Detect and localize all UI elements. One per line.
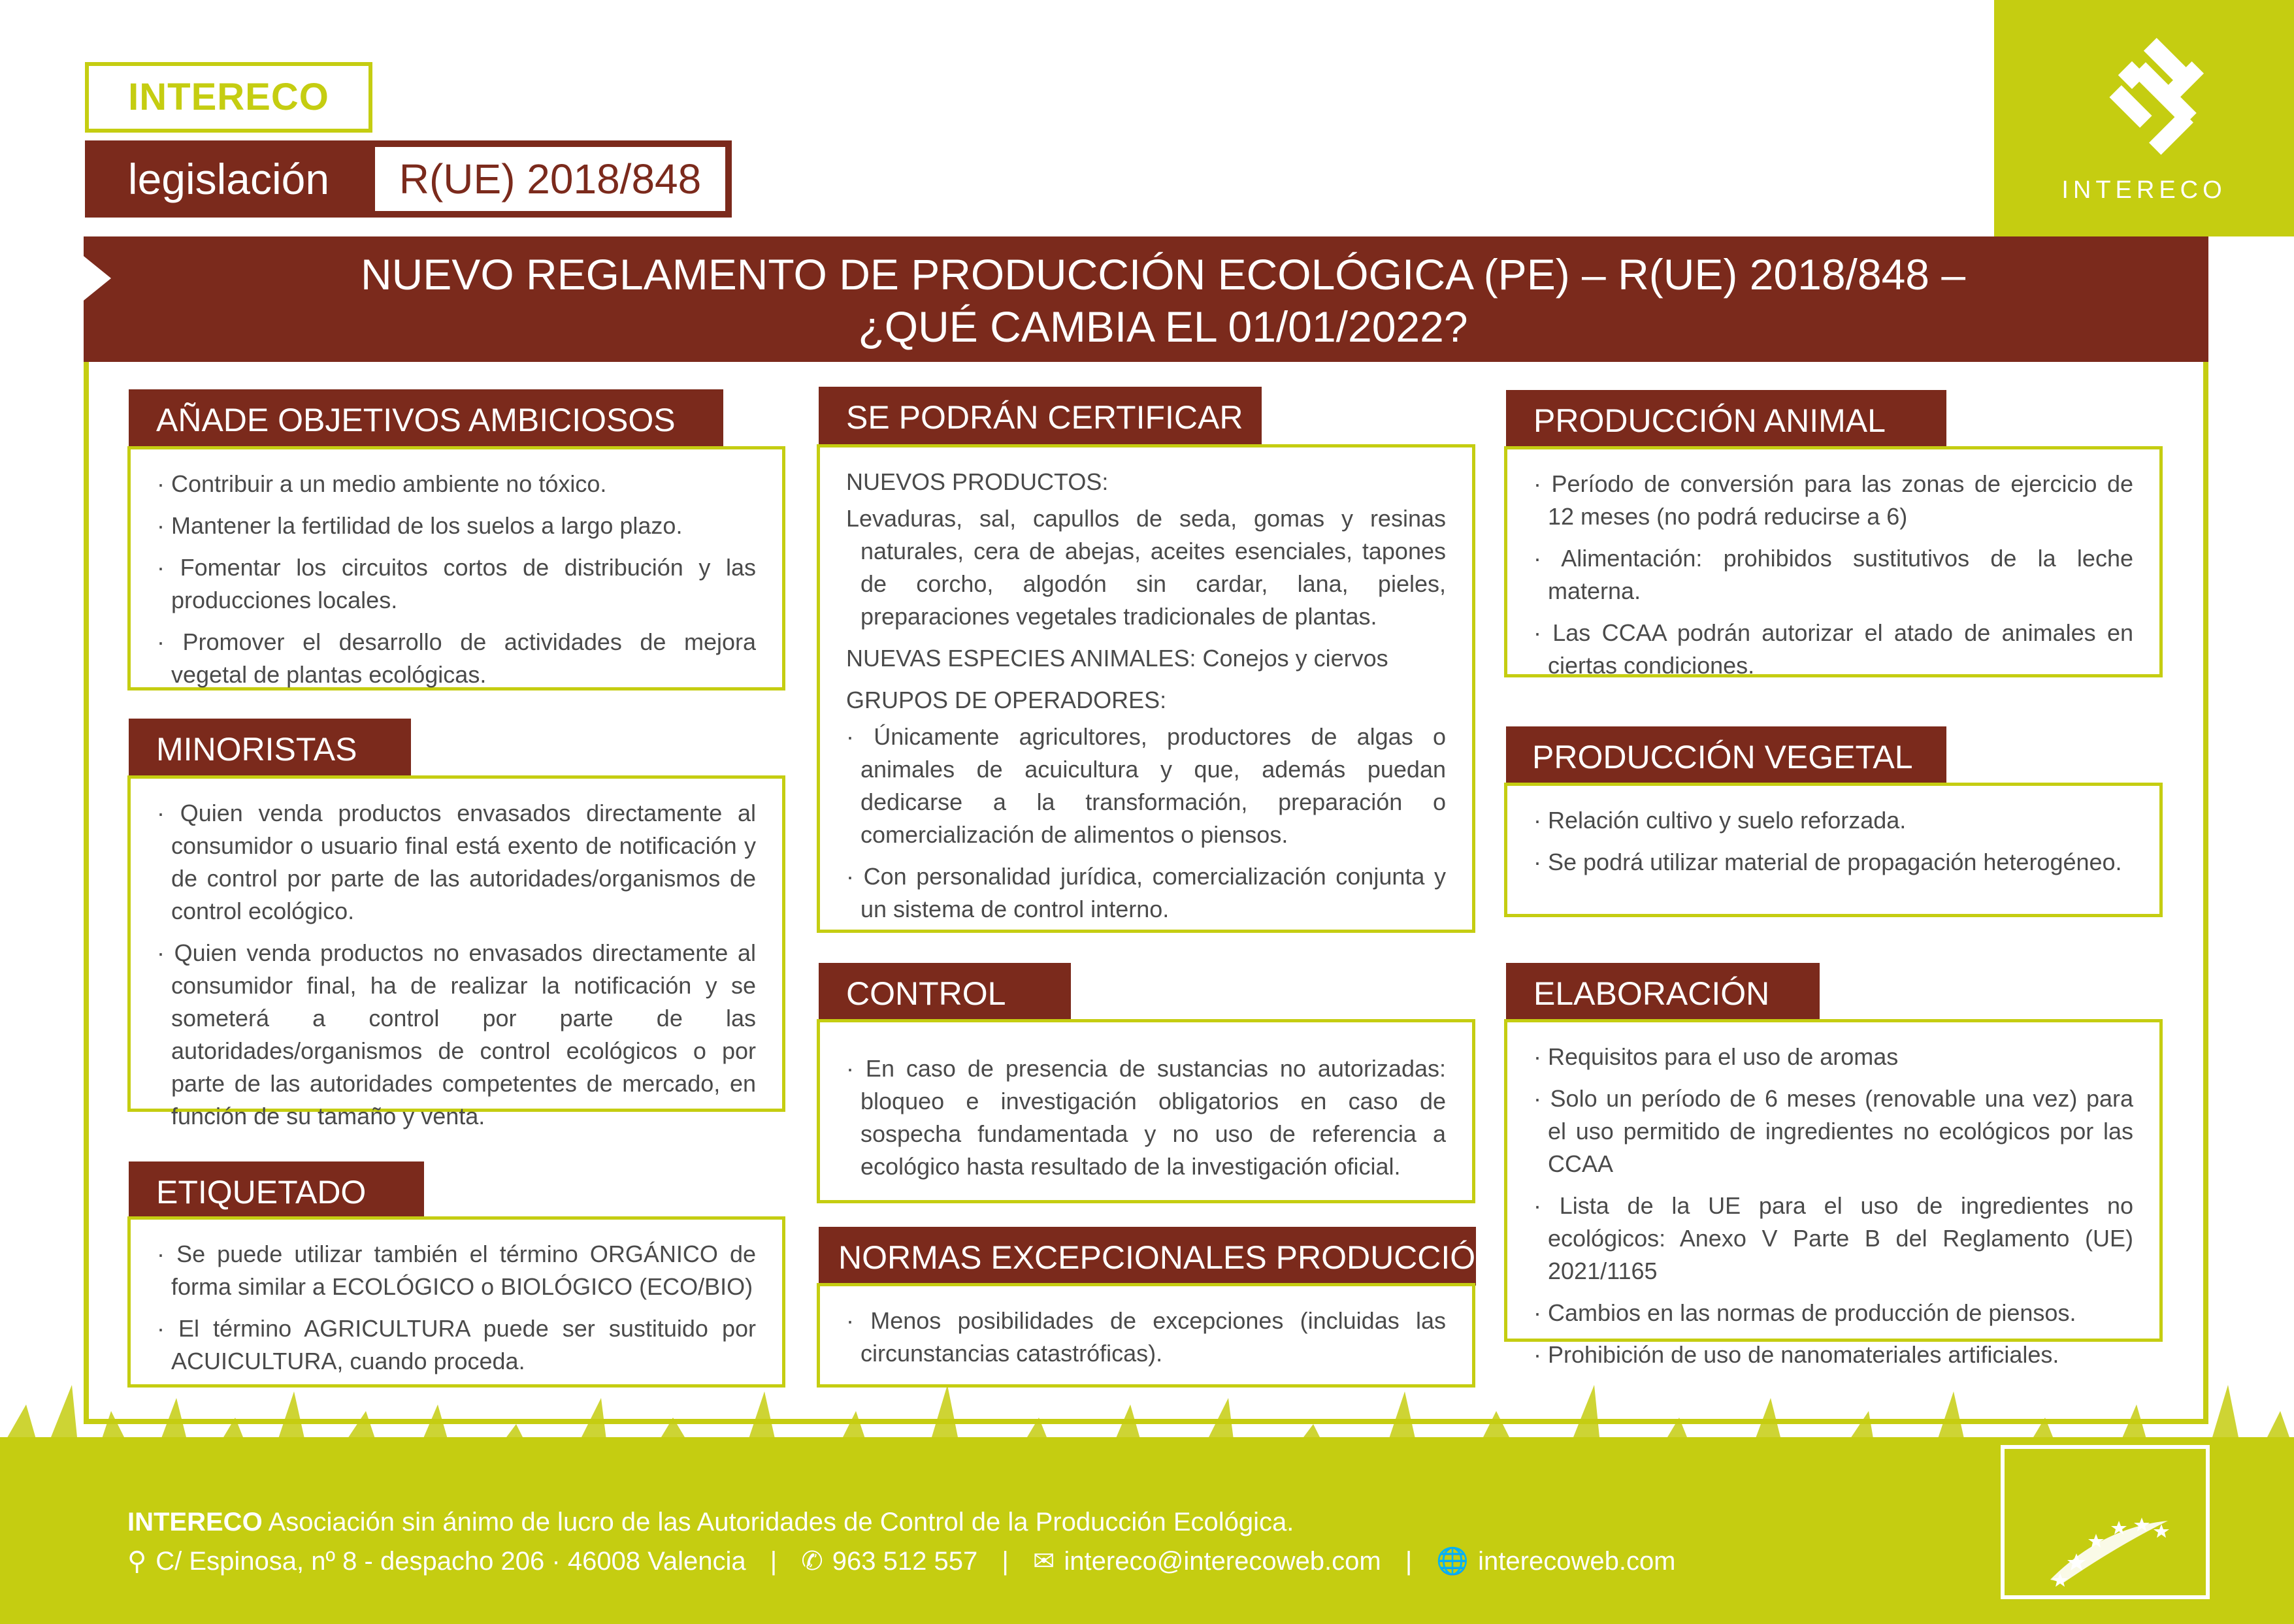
section-title-elaboracion: ELABORACIÓN — [1506, 963, 1820, 1022]
list-item: · Contribuir a un medio ambiente no tóxico. — [157, 470, 607, 497]
list-item: · Menos posibilidades de excepciones (incluidas las circunstancias catastróficas). — [846, 1307, 1446, 1367]
list-item: · Se puede utilizar también el término ORGÁNICO de forma similar a ECOLÓGICO o BIOLÓGICO (ECO/BIO) — [157, 1241, 756, 1300]
globe-icon: 🌐 — [1436, 1547, 1469, 1576]
list-item: · Cambios en las normas de producción de piensos. — [1533, 1299, 2076, 1326]
footer-org-name: INTERECO — [127, 1508, 263, 1536]
title-notch — [84, 256, 111, 300]
logo-wordmark: INTERECO — [2061, 176, 2227, 204]
list-item: · Lista de la UE para el uso de ingredientes no ecológicos: Anexo V Parte B del Reglamento (UE) 2021/1165 — [1533, 1192, 2133, 1284]
section-title-control: CONTROL — [819, 963, 1071, 1022]
list-item: · Fomentar los circuitos cortos de distribución y las producciones locales. — [157, 554, 756, 613]
footer-email[interactable]: intereco@interecoweb.com — [1064, 1547, 1381, 1576]
section-vegetal — [1504, 783, 2163, 917]
list-item: · Con personalidad jurídica, comercialización conjunta y un sistema de control interno. — [846, 863, 1446, 922]
list-item: · Alimentación: prohibidos sustitutivos de la leche materna. — [1533, 545, 2133, 604]
section-control — [817, 1019, 1475, 1203]
footer-org-desc: Asociación sin ánimo de lucro de las Autoridades de Control de la Producción Ecológica. — [262, 1508, 1294, 1536]
title-line-2: ¿QUÉ CAMBIA EL 01/01/2022? — [858, 302, 1468, 351]
section-elaboracion — [1504, 1019, 2163, 1368]
grass-decoration — [0, 1346, 2294, 1450]
mail-icon: ✉ — [1032, 1547, 1055, 1576]
legislation-label: legislación — [127, 155, 330, 203]
footer-phone[interactable]: 963 512 557 — [832, 1547, 978, 1576]
list-item: · Requisitos para el uso de aromas — [1533, 1043, 1899, 1070]
section-animal — [1504, 446, 2163, 677]
list-item: · Período de conversión para las zonas de ejercicio de 12 meses (no podrá reducirse a 6) — [1533, 470, 2133, 530]
footer-web[interactable]: interecoweb.com — [1478, 1547, 1676, 1576]
location-icon: ⚲ — [127, 1547, 147, 1576]
section-title-certificar: SE PODRÁN CERTIFICAR — [819, 387, 1262, 446]
section-title-normas: NORMAS EXCEPCIONALES PRODUCCIÓN — [819, 1227, 1476, 1286]
list-item: · Relación cultivo y suelo reforzada. — [1533, 807, 1907, 834]
title-line-1: NUEVO REGLAMENTO DE PRODUCCIÓN ECOLÓGICA (PE) – R(UE) 2018/848 – — [360, 250, 1966, 299]
list-item: · Prohibición de uso de nanomateriales artificiales. — [1533, 1341, 2059, 1368]
separator: | — [1405, 1547, 1413, 1576]
regulation-code: R(UE) 2018/848 — [375, 147, 725, 211]
section-minoristas — [127, 775, 785, 1129]
list-item: · Se podrá utilizar material de propagación heterogéneo. — [1533, 849, 2122, 875]
intereco-logo-icon — [1994, 0, 2294, 170]
list-item: · El término AGRICULTURA puede ser sustituido por ACUICULTURA, cuando proceda. — [157, 1315, 756, 1374]
phone-icon: ✆ — [801, 1547, 823, 1576]
list-item: · Mantener la fertilidad de los suelos a largo plazo. — [157, 512, 683, 539]
section-title-vegetal: PRODUCCIÓN VEGETAL — [1506, 726, 1946, 785]
footer-address: C/ Espinosa, nº 8 - despacho 206 · 46008 Valencia — [156, 1547, 746, 1576]
section-title-objetivos: AÑADE OBJETIVOS AMBICIOSOS — [129, 389, 723, 448]
section-certificar — [817, 444, 1475, 933]
section-title-etiquetado: ETIQUETADO — [129, 1161, 424, 1220]
section-objetivos — [127, 446, 785, 690]
list-item: · Quien venda productos no envasados directamente al consumidor final, ha de realizar la notificación y se someterá a control por parte de las autoridades/organismos de control ecológicos o por parte de las autoridades competentes de mercado, en función de su tamaño y venta. — [157, 939, 756, 1129]
nuevos-productos-text: Levaduras, sal, capullos de seda, gomas y resinas naturales, cera de abejas, aceites esenciales, tapones de corcho, algodón sin cardar, lana, pieles, preparaciones vegetales tradicionales de plantas. — [846, 505, 1446, 630]
section-title-animal: PRODUCCIÓN ANIMAL — [1506, 390, 1946, 449]
list-item: · Únicamente agricultores, productores de algas o animales de acuicultura y que, además puedan dedicarse a la transformación, preparación o comercialización de alimentos o piensos. — [846, 723, 1446, 848]
separator: | — [770, 1547, 778, 1576]
separator: | — [1002, 1547, 1009, 1576]
list-item: · Promover el desarrollo de actividades de mejora vegetal de plantas ecológicas. — [157, 628, 756, 688]
list-item: · En caso de presencia de sustancias no autorizadas: bloqueo e investigación obligatorios en caso de sospecha fundamentada y no uso de referencia a ecológico hasta resultado de la investigación oficial. — [846, 1055, 1446, 1180]
footer-org-line — [127, 1508, 1294, 1537]
eu-organic-logo — [2001, 1445, 2210, 1599]
nuevos-productos-label: NUEVOS PRODUCTOS: — [846, 468, 1109, 495]
list-item: · Solo un período de 6 meses (renovable una vez) para el uso permitido de ingredientes no ecológicos por las CCAA — [1533, 1085, 2133, 1177]
page-title — [196, 248, 2130, 353]
footer-contact-line — [127, 1546, 1676, 1576]
nuevas-especies-text: NUEVAS ESPECIES ANIMALES: Conejos y ciervos — [846, 645, 1388, 672]
list-item: · Las CCAA podrán autorizar el atado de animales en ciertas condiciones. — [1533, 619, 2133, 679]
section-title-minoristas: MINORISTAS — [129, 719, 411, 777]
eu-leaf-stars-icon — [2005, 1449, 2206, 1595]
grupos-operadores-label: GRUPOS DE OPERADORES: — [846, 687, 1167, 713]
list-item: · Quien venda productos envasados directamente al consumidor o usuario final está exento de notificación y de control por parte de las autoridades/organismos de control ecológico. — [157, 800, 756, 924]
brand-name: INTERECO — [128, 76, 329, 118]
